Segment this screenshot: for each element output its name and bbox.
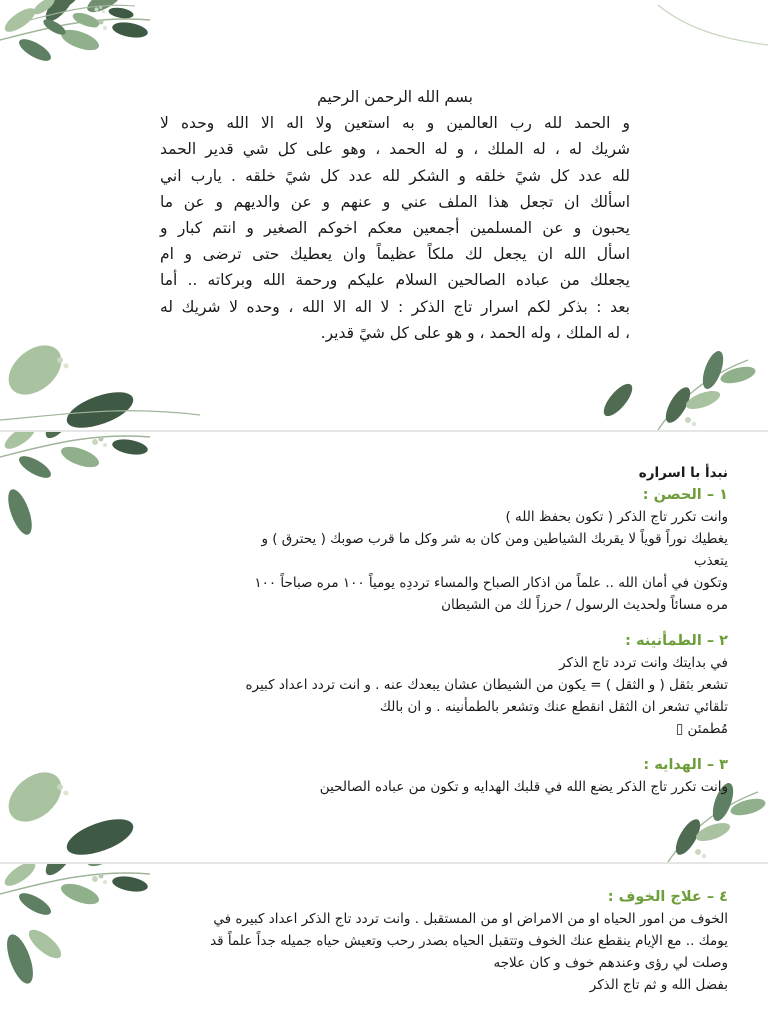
section-line: وانت تكرر تاج الذكر ( تكون بحفظ الله ) [505,509,728,525]
page-3 [0,864,768,1024]
secrets-section [68,462,728,798]
section-line: مُطمئن ▯ [675,721,728,737]
intro-line: بعد : بذكر لكم اسرار تاج الذكر : لا اله الا الله ، وحده لا شريك له [160,297,630,316]
leaf-decoration-bottom-right-icon [598,340,768,430]
intro-text [160,84,630,346]
section-line: في بدايتك وانت تردد تاج الذكر [559,655,728,671]
basmala: بسم الله الرحمن الرحيم [317,88,473,106]
section-line: الخوف من امور الحياه او من الامراض او من المستقبل . وانت تردد تاج الذكر اعداد كبيره في [213,911,728,927]
intro-line: لله عدد كل شيً خلقه و الشكر لله عدد كل شيً خلقه . يارب اني [160,166,630,185]
section-title-fear-cure: ٤ – علاج الخوف : [607,889,728,905]
section-line: يومك .. مع الإيام ينقطع عنك الخوف وتتقبل الحياه بصدر رحب وتعيش حياه جميله جداً علماً قد [210,933,728,949]
section-line: بفضل الله و ثم تاج الذكر [589,977,728,993]
page-1 [0,0,768,430]
section-line: وانت تكرر تاج الذكر يضع الله في قلبك الهدايه و تكون من عباده الصالحين [319,779,728,795]
section-line: مره مسائاً ولحديث الرسول / حرزاً لك من الشيطان [441,597,728,613]
leaf-decoration-top-right-icon [648,0,768,60]
intro-line: يجعلك من عباده الصالحين السلام عليكم ورحمة الله وبركاته .. أما [160,271,630,290]
intro-line: يحبون و عن المسلمين أجمعين معكم اخوكم الصغير و انتم كبار و [160,219,630,238]
section-title-guidance: ٣ – الهدايه : [643,757,728,773]
intro-line: و الحمد لله رب العالمين و به استعين ولا اله الا الله وحده لا [160,114,630,133]
intro-line: اسأل الله ان يجعل لك ملكاً عظيماً وان يعطيك حتى ترضى و ام [160,245,630,264]
intro-line: اسألك ان تجعل هذا الملف عني و عنهم و عن والديهم و عن ما [160,192,630,211]
intro-line: شريك له ، له الملك ، و له الحمد ، وهو على كل شي قدير الحمد [160,140,630,159]
section-intro: نبدأ با اسراره [638,465,728,481]
section-title-tranquility: ٢ – الطمأنينه : [625,633,728,649]
section-line: يغطيك نوراً قوياً لا يقربك الشياطين ومن كان به شر وكل ما قرب صوبك ( يحترق ) و [261,531,728,547]
section-line: تلقائي تشعر ان الثقل انقطع عنك وتشعر بالطمأنينه . و ان بالك [379,699,728,715]
section-line: يتعذب [693,553,728,569]
section-line: تشعر بثقل ( و الثقل ) = يكون من الشيطان عشان يبعدك عنه . و انت تردد اعداد كبيره [245,677,728,693]
intro-line: ، له الملك ، وله الحمد ، و هو على كل شيً قدير. [320,323,630,342]
section-title-fortress: ١ – الحصن : [642,487,728,503]
page-2 [0,432,768,862]
fear-section [68,886,728,996]
section-line: وصلت لي رؤى وعندهم خوف و كان علاجه [493,955,728,971]
section-line: وتكون في أمان الله .. علماً من اذكار الصباح والمساء ترددِه يومياً ١٠٠ مره صباحاً ١٠٠ [254,575,728,591]
